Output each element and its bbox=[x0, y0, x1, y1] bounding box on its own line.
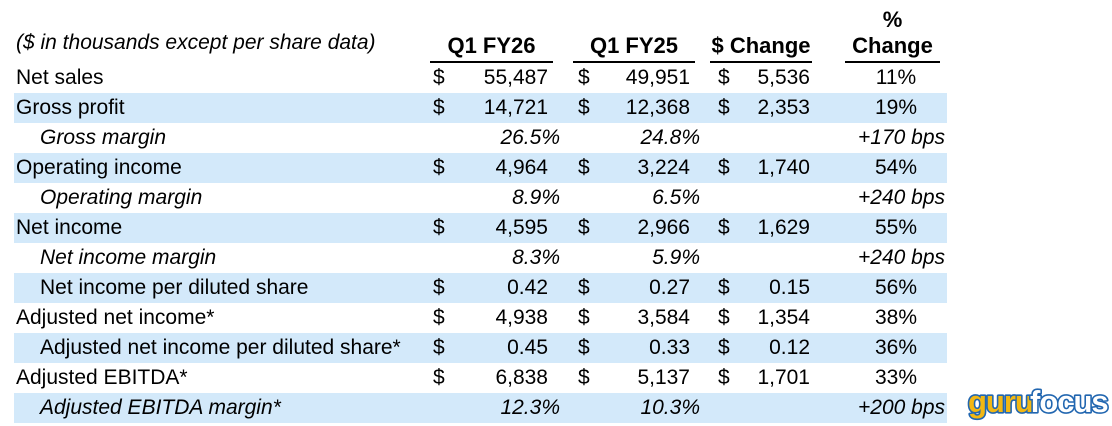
q1fy25-value bbox=[573, 333, 710, 363]
dollar-change-value bbox=[710, 363, 815, 393]
q1fy26-value bbox=[430, 393, 573, 423]
value: 6.5% bbox=[652, 186, 700, 209]
value: 24.8% bbox=[640, 126, 700, 149]
value: 10.3% bbox=[640, 396, 700, 419]
value: 26.5% bbox=[500, 126, 560, 149]
currency-symbol: $ bbox=[718, 366, 730, 389]
row-label: Adjusted net income* bbox=[16, 306, 215, 329]
currency-symbol: $ bbox=[718, 66, 730, 89]
value: 5,137 bbox=[637, 366, 690, 389]
q1fy25-value bbox=[573, 213, 710, 243]
value: 4,595 bbox=[495, 216, 548, 239]
table-row-gross-margin bbox=[14, 123, 947, 153]
value: 3,224 bbox=[637, 156, 690, 179]
currency-symbol: $ bbox=[718, 306, 730, 329]
table-row-adjusted-net-income-per-diluted-share bbox=[14, 333, 947, 363]
table-row-net-sales bbox=[14, 63, 947, 93]
dollar-change-value bbox=[710, 273, 815, 303]
currency-symbol: $ bbox=[578, 276, 590, 299]
q1fy26-value bbox=[430, 93, 573, 123]
column-header-percent-change bbox=[815, 7, 947, 63]
value: 1,629 bbox=[757, 216, 810, 239]
currency-symbol: $ bbox=[433, 156, 445, 179]
currency-symbol: $ bbox=[433, 336, 445, 359]
table-header bbox=[14, 0, 947, 63]
currency-symbol: $ bbox=[578, 66, 590, 89]
q1fy26-value bbox=[430, 333, 573, 363]
row-label: Operating income bbox=[16, 156, 182, 179]
q1fy26-value bbox=[430, 363, 573, 393]
value: 0.45 bbox=[507, 336, 548, 359]
currency-symbol: $ bbox=[433, 96, 445, 119]
currency-symbol: $ bbox=[718, 156, 730, 179]
row-label: Gross margin bbox=[40, 126, 167, 149]
value: 14,721 bbox=[483, 96, 548, 119]
percent-change-value: +240 bps bbox=[858, 246, 945, 269]
currency-symbol: $ bbox=[718, 216, 730, 239]
currency-symbol: $ bbox=[433, 66, 445, 89]
column-header-q1fy25 bbox=[573, 33, 710, 63]
value: 1,740 bbox=[757, 156, 810, 179]
value: 5.9% bbox=[652, 246, 700, 269]
percent-change-value: +170 bps bbox=[858, 126, 945, 149]
currency-symbol: $ bbox=[718, 96, 730, 119]
value: 8.9% bbox=[512, 186, 560, 209]
value: 0.33 bbox=[649, 336, 690, 359]
value: 0.12 bbox=[769, 336, 810, 359]
percent-change-value: 33% bbox=[874, 366, 918, 389]
value: 0.42 bbox=[507, 276, 548, 299]
currency-symbol: $ bbox=[578, 156, 590, 179]
value: 5,536 bbox=[757, 66, 810, 89]
currency-symbol: $ bbox=[433, 276, 445, 299]
dollar-change-value bbox=[710, 393, 815, 423]
value: 0.27 bbox=[649, 276, 690, 299]
row-label: Net income bbox=[16, 216, 123, 239]
q1fy25-value bbox=[573, 243, 710, 273]
table-row-adjusted-ebitda-margin bbox=[14, 393, 947, 423]
value: 2,353 bbox=[757, 96, 810, 119]
row-label: Net income per diluted share bbox=[40, 276, 309, 299]
q1fy25-value bbox=[573, 393, 710, 423]
q1fy25-value bbox=[573, 363, 710, 393]
q1fy26-value bbox=[430, 63, 573, 93]
value: 4,964 bbox=[495, 156, 548, 179]
percent-change-value: 19% bbox=[874, 96, 918, 119]
value: 8.3% bbox=[512, 246, 560, 269]
percent-change-value: 36% bbox=[874, 336, 918, 359]
currency-symbol: $ bbox=[578, 216, 590, 239]
percent-sign-line: % bbox=[882, 7, 903, 32]
percent-change-value: 11% bbox=[875, 66, 917, 89]
currency-symbol: $ bbox=[578, 336, 590, 359]
column-header-dollar-change bbox=[710, 33, 815, 63]
column-header-label: $ Change bbox=[710, 33, 812, 63]
change-line: Change bbox=[852, 33, 933, 58]
logo-text-guru: guru bbox=[968, 384, 1033, 419]
row-label: Net sales bbox=[16, 66, 104, 89]
row-label: Net income margin bbox=[40, 246, 217, 269]
value: 1,354 bbox=[757, 306, 810, 329]
q1fy26-value bbox=[430, 213, 573, 243]
value: 55,487 bbox=[483, 66, 548, 89]
value: 6,838 bbox=[495, 366, 548, 389]
value: 1,701 bbox=[757, 366, 810, 389]
table-row-net-income-per-diluted-share bbox=[14, 273, 947, 303]
q1fy25-value bbox=[573, 273, 710, 303]
dollar-change-value bbox=[710, 93, 815, 123]
table-row-operating-margin bbox=[14, 183, 947, 213]
row-label: Adjusted EBITDA margin* bbox=[40, 396, 281, 419]
q1fy26-value bbox=[430, 273, 573, 303]
percent-change-value: +200 bps bbox=[858, 396, 945, 419]
currency-symbol: $ bbox=[578, 96, 590, 119]
logo-text-focus: focus bbox=[1030, 384, 1108, 419]
row-label: Adjusted EBITDA* bbox=[16, 366, 188, 389]
dollar-change-value bbox=[710, 153, 815, 183]
currency-symbol: $ bbox=[718, 276, 730, 299]
percent-change-value: +240 bps bbox=[858, 186, 945, 209]
row-label: Gross profit bbox=[16, 96, 125, 119]
table-row-net-income bbox=[14, 213, 947, 243]
dollar-change-value bbox=[710, 183, 815, 213]
currency-symbol: $ bbox=[578, 306, 590, 329]
currency-symbol: $ bbox=[433, 306, 445, 329]
value: 0.15 bbox=[769, 276, 810, 299]
table-caption: ($ in thousands except per share data) bbox=[16, 31, 376, 54]
dollar-change-value bbox=[710, 243, 815, 273]
dollar-change-value bbox=[710, 63, 815, 93]
q1fy25-value bbox=[573, 63, 710, 93]
table-row-adjusted-ebitda bbox=[14, 363, 947, 393]
value: 12.3% bbox=[500, 396, 560, 419]
value: 4,938 bbox=[495, 306, 548, 329]
q1fy25-value bbox=[573, 123, 710, 153]
q1fy25-value bbox=[573, 303, 710, 333]
q1fy26-value bbox=[430, 123, 573, 153]
column-header-q1fy26 bbox=[430, 33, 573, 63]
q1fy25-value bbox=[573, 183, 710, 213]
dollar-change-value bbox=[710, 213, 815, 243]
q1fy25-value bbox=[573, 93, 710, 123]
percent-change-value: 56% bbox=[874, 276, 918, 299]
q1fy25-value bbox=[573, 153, 710, 183]
dollar-change-value bbox=[710, 333, 815, 363]
table-row-operating-income bbox=[14, 153, 947, 183]
row-label: Adjusted net income per diluted share* bbox=[40, 336, 401, 359]
q1fy26-value bbox=[430, 183, 573, 213]
column-header-label: Q1 FY25 bbox=[573, 33, 695, 63]
q1fy26-value bbox=[430, 243, 573, 273]
table-row-net-income-margin bbox=[14, 243, 947, 273]
value: 2,966 bbox=[637, 216, 690, 239]
row-label: Operating margin bbox=[40, 186, 203, 209]
currency-symbol: $ bbox=[718, 336, 730, 359]
percent-change-value: 54% bbox=[874, 156, 918, 179]
dollar-change-value bbox=[710, 123, 815, 153]
gurufocus-logo bbox=[965, 378, 1111, 424]
dollar-change-value bbox=[710, 303, 815, 333]
currency-symbol: $ bbox=[578, 366, 590, 389]
value: 12,368 bbox=[625, 96, 690, 119]
value: 3,584 bbox=[637, 306, 690, 329]
column-header-label bbox=[845, 7, 940, 63]
table-row-gross-profit bbox=[14, 93, 947, 123]
value: 49,951 bbox=[625, 66, 690, 89]
q1fy26-value bbox=[430, 153, 573, 183]
currency-symbol: $ bbox=[433, 216, 445, 239]
currency-symbol: $ bbox=[433, 366, 445, 389]
table-row-adjusted-net-income bbox=[14, 303, 947, 333]
percent-change-value: 55% bbox=[874, 216, 918, 239]
percent-change-value: 38% bbox=[874, 306, 918, 329]
q1fy26-value bbox=[430, 303, 573, 333]
column-header-label: Q1 FY26 bbox=[430, 33, 553, 63]
